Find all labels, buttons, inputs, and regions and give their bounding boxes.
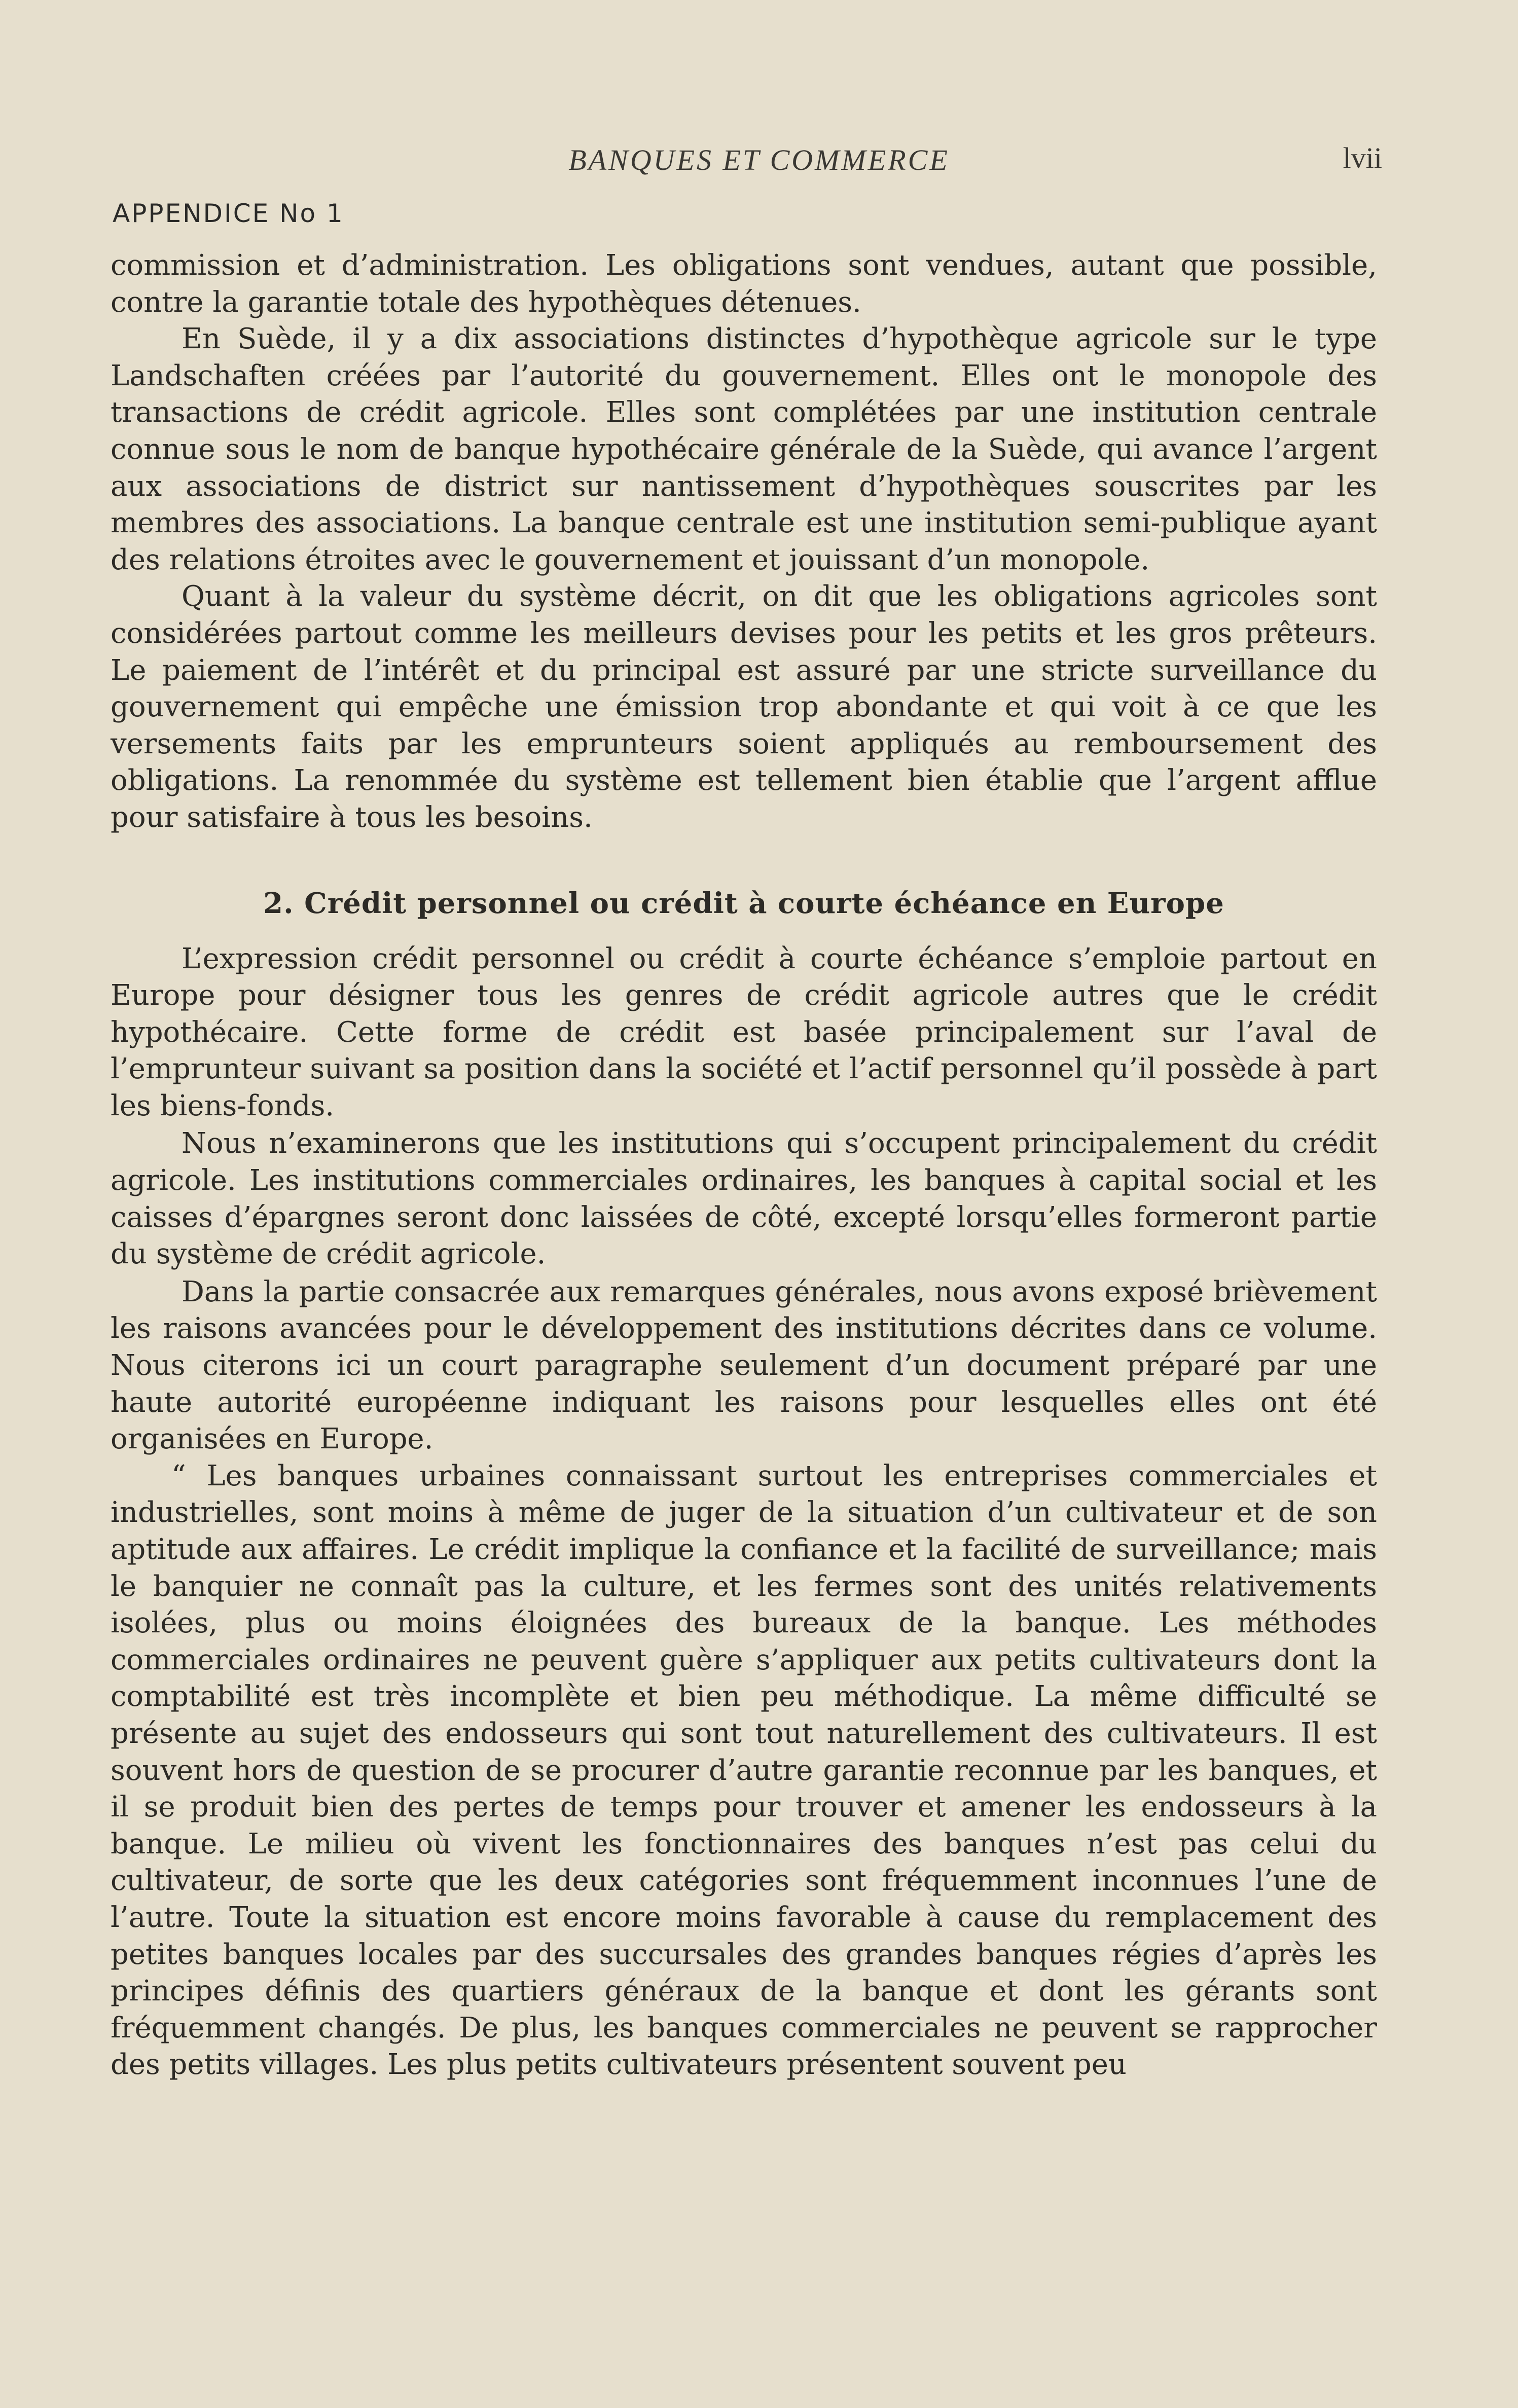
paragraph-continued: commission et d’administration. Les obligations sont vendues, autant que possible, contre la garantie totale des hypothèques détenues. [111,249,1377,319]
section-heading: 2. Crédit personnel ou crédit à courte échéance en Europe [263,886,1224,920]
page-number: lvii [1343,141,1382,174]
paragraph-institutions: Nous n’examinerons que les institutions qui s’occupent principalement du crédit agricole. Les institutions commerciales ordinaires, les banques à capital social et les caisses d’épargnes seront donc laissées de côté, excepté lorsqu’elles formeront partie du système de crédit agricole. [111,1127,1377,1271]
paragraph-personal-credit: L’expression crédit personnel ou crédit à courte échéance s’emploie partout en Europe pour désigner tous les genres de crédit agricole autres que le crédit hypothécaire. Cette forme de crédit est basée principalement sur l’aval de l’emprunteur suivant sa position dans la société et l’actif personnel qu’il possède à part les biens-fonds. [111,942,1377,1122]
block-quote: “ Les banques urbaines connaissant surtout les entreprises commerciales et industrielles, sont moins à même de juger de la situation d’un cultivateur et de son aptitude aux affaires. Le crédit implique la confiance et la facilité de surveillance; mais le banquier ne connaît pas la culture, et les fermes sont des unités relativements isolées, plus ou moins éloignées des bureaux de la banque. Les méthodes commerciales ordinaires ne peuvent guère s’appliquer aux petits cultivateurs dont la comptabilité est très incomplète et bien peu méthodique. La même difficulté se présente au sujet des endosseurs qui sont tout naturellement des cultivateurs. Il est souvent hors de question de se procurer d’autre garantie reconnue par les banques, et il se produit bien des pertes de temps pour trouver et amener les endosseurs à la banque. Le milieu où vivent les fonctionnaires des banques n’est pas celui du cultivateur, de sorte que les deux catégories sont fréquemment inconnues l’une de l’autre. Toute la situation est encore moins favorable à cause du remplacement des petites banques locales par des succursales des grandes banques régies d’après les principes définis des quartiers généraux de la banque et dont les gérants sont fréquemment changés. De plus, les banques commerciales ne peuvent se rapprocher des petits villages. Les plus petits cultivateurs présentent souvent peu [111,1459,1377,2082]
body-text [111,247,1377,2084]
paragraph-system-value: Quant à la valeur du système décrit, on dit que les obligations agricoles sont considérées partout comme les meilleurs devises pour les petits et les gros prêteurs. Le paiement de l’intérêt et du principal est assuré par une stricte surveillance du gouvernement qui empêche une émission trop abondante et qui voit à ce que les versements faits par les emprunteurs soient appliqués au remboursement des obligations. La renommée du système est tellement bien établie que l’argent afflue pour satisfaire à tous les besoins. [111,580,1377,834]
paragraph-sweden: En Suède, il y a dix associations distinctes d’hypothèque agricole sur le type Landschaften créées par l’autorité du gouvernement. Elles ont le monopole des transactions de crédit agricole. Elles sont complétées par une institution centrale connue sous le nom de banque hypothécaire générale de la Suède, qui avance l’argent aux associations de district sur nantissement d’hypothèques souscrites par les membres des associations. La banque centrale est une institution semi-publique ayant des relations étroites avec le gouvernement et jouissant d’un monopole. [111,322,1377,576]
appendix-label: APPENDICE No 1 [113,199,344,228]
paragraph-general-remarks: Dans la partie consacrée aux remarques générales, nous avons exposé brièvement les raisons avancées pour le développement des institutions décrites dans ce volume. Nous citerons ici un court paragraphe seulement d’un document préparé par une haute autorité européenne indiquant les raisons pour lesquelles elles ont été organisées en Europe. [111,1275,1377,1456]
running-title: BANQUES ET COMMERCE [568,143,950,176]
